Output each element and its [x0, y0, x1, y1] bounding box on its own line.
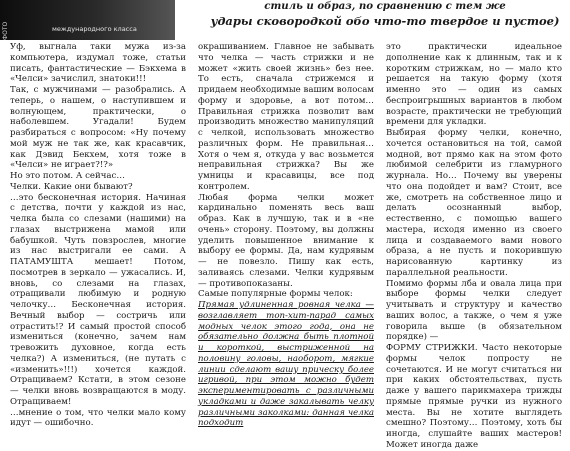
heading-line-1: стиль и образ, по сравнению с тем же [264, 0, 506, 12]
paragraph: Любая форма челки может кардинально поменять весь ваш образ. Как в лучшую, так и в «не очень» сторону. Поэтому, вы должны уделить повышенное внимание к выбору ее формы. Да, нам кудрявым — не повезло. Пишу как есть, заливаясь слезами. Челки кудрявым — противопоказаны. [198, 192, 374, 289]
paragraph: Помимо формы лба и овала лица при выборе формы челки следует учитывать и структуру и качество ваших волос, а также, о чем я уже говорила выше (в обязательном порядке) — [386, 278, 562, 343]
article-column-2 [198, 42, 374, 429]
photo-side-label: ФОТО [2, 21, 9, 40]
paragraph: ФОРМУ СТРИЖКИ. Часто некоторые формы челок попросту не сочетаются. И не могут считаться ни при каких обстоятельствах, пусть даже у вашего парикмахера трижды прямые прямые ручки из нужного места. Вы не хотите выглядеть смешно? Поэтому… Поэтому, хоть бы иногда, слушайте ваших мастеров! Может иногда даже [386, 343, 562, 450]
heading-fragment [205, 0, 565, 34]
photo-caption: международного класса [52, 25, 137, 33]
article-columns [10, 42, 562, 450]
paragraph: …это бесконечная история. Начиная с детства, почти у каждой из нас, челка была со слезами (нашими) на глазах выстрижена мамой или бабушкой. Чуть повзрослев, многие из нас выстригали ее сами. А ПАТАМУШТА мешает! Потом, посмотрев в зеркало — ужасались. И, вновь, со слезами на глазах, отращивали любимую и родную челочку… Бесконечная история. Вечный выбор — состричь или отрастить!? И самый простой способ измениться (конечно, зачем нам тревожить духовное, когда есть челка?) А измениться, (не путать с «изменить»!!!) хочется каждой. Отращиваем? Кстати, в этом сезоне — челки вновь возвращаются в моду. Отращиваем! [10, 192, 186, 407]
paragraph: окрашиванием. Главное не забывать что челка — часть стрижки и не может «жить своей жизнь» без нее. То есть, сначала стрижемся и придаем необходимые вашим волосам форму и здоровье, а вот потом… Правильная стрижка позволит вам производить множество манипуляций с челкой, использовать множество различных форм. Не правильная… Хотя о чем я, откуда у вас возьмется неправильная стрижка? Вы же умницы и красавицы, все под контролем. [198, 42, 374, 192]
paragraph: Челки. Какие они бывают? [10, 181, 133, 192]
article-column-1 [10, 42, 186, 429]
paragraph-emphasis: Прямая удлиненная ровная челка — возглавляет топ-хит-парад самых модных челок этого года, она не обязательно должна быть плотной и короткой, выстриженной на половину головы, наоборот, мягкие линии сделают вашу прическу более игривой, при этом можно будет экспериментировать с различными укладками и даже закалывать челку различными заколками: данная челка подходит [198, 300, 374, 429]
paragraph: Выбирая форму челки, конечно, хочется остановиться на той, самой модной, вот прямо как на этом фото любимой селебрити из гламурного журнала. Но… Почему вы уверены что она подойдет и вам? Стоит, все же, смотреть на собственное лицо и делать осознанный выбор, естественно, с помощью вашего мастера, исходя именно из своего лица и создаваемого вами нового образа, а не пусть и покорившую нарисованную картинку из параллельной реальности. [386, 128, 562, 278]
heading-line-2: удары сковородкой обо что-то твердое и пустое) [210, 14, 560, 28]
paragraph: Но это потом. А сейчас… [10, 171, 125, 181]
paragraph: Так, с мужчинами — разобрались. А теперь, о нашем, о наступившем и волнующем, практически, о наболевшем. Угадали! Будем разбираться с вопросом: «Ну почему мой муж не так же, как красавчик, как Дэвид Бекхем, хотя тоже в «Челси» не играет?!?» [10, 85, 186, 171]
paragraph: Уф, выгнала таки мужа из-за компьютера, издумал тоже, статьи писать, фантастические — Бэкхема в «Челси» зачислил, знатоки!!! [10, 42, 186, 85]
paragraph: Самые популярные формы челок: [198, 289, 353, 300]
paragraph: …мнение о том, что челки мало кому идут — ошибочно. [10, 407, 186, 429]
photo-fragment [0, 0, 175, 40]
article-column-3 [386, 42, 562, 450]
paragraph: это практически идеальное дополнение как к длинным, так и к коротким стрижкам, но — мало кто решается на такую форму (хотя именно это — один из самых беспроигрышных вариантов в любом возрасте, практически не требующий времени для укладки. [386, 42, 562, 128]
